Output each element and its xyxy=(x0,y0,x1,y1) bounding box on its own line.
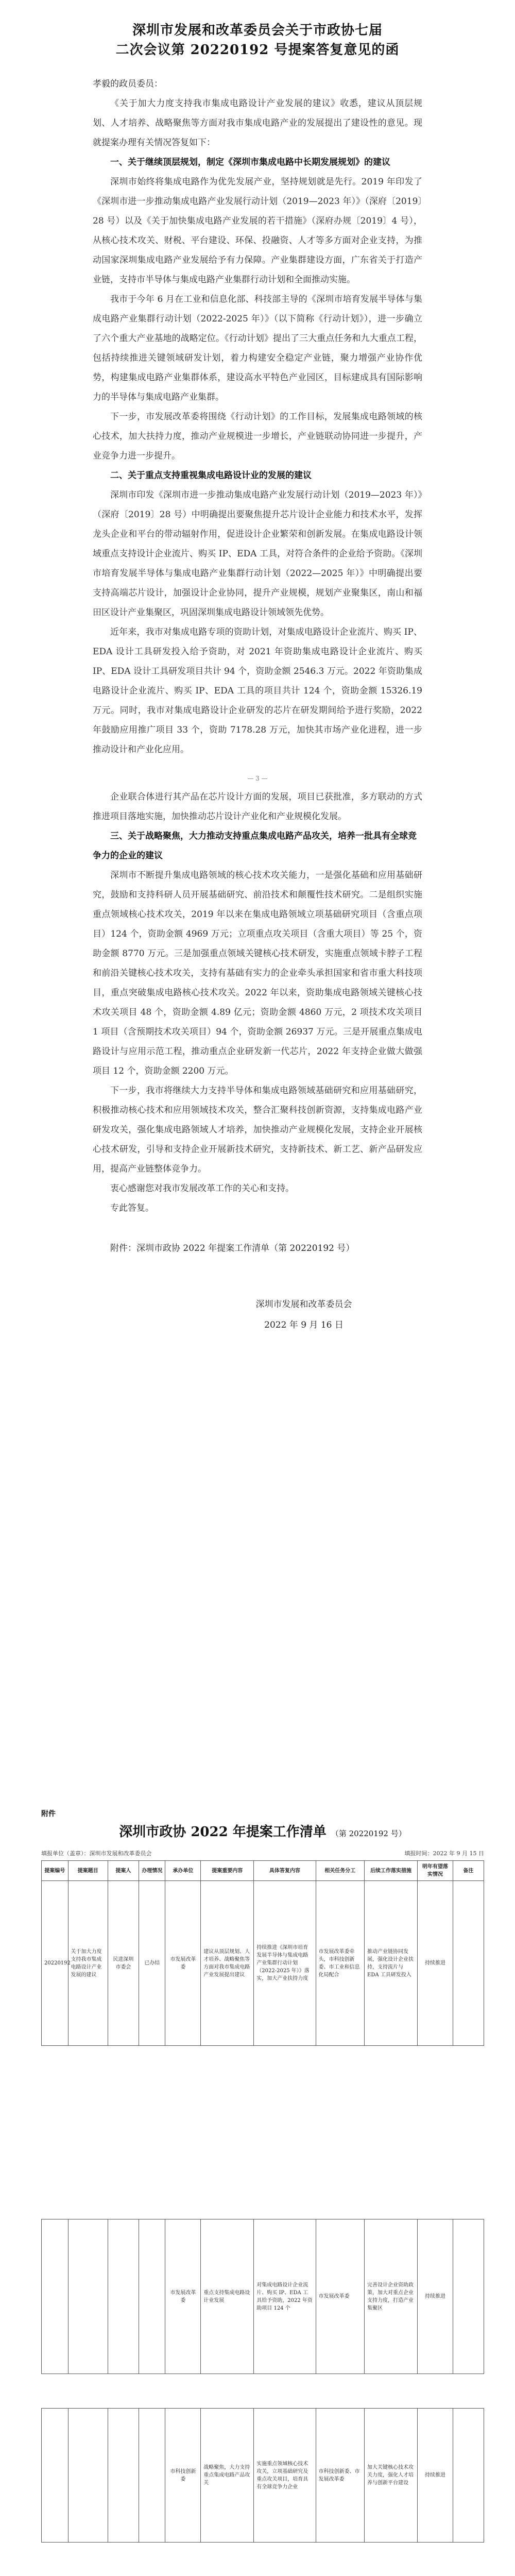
table-cell: 已办结 xyxy=(139,1881,165,2046)
table-cell xyxy=(453,2219,484,2374)
table-cell xyxy=(453,1881,484,2046)
attachment-label: 附件 xyxy=(41,1810,56,1818)
table-cell: 持续推进 xyxy=(418,1881,453,2046)
proposal-table-continued xyxy=(41,2219,484,2374)
table-row xyxy=(42,1881,484,2046)
attachment-title-sub: （第 20220192 号） xyxy=(331,1829,406,1838)
table-header-cell: 相关任务分工 xyxy=(316,1861,364,1881)
table-cell xyxy=(139,2409,165,2543)
signature-date: 2022 年 9 月 16 日 xyxy=(264,1320,344,1330)
table-header-cell: 承办单位 xyxy=(165,1861,201,1881)
section-1-paragraph-2: 我市于今年 6 月在工业和信息化部、科技部主导的《深圳市培育发展半导体与集成电路产业集群行动计划（2022-2025 年）》（以下简称《行动计划》），进一步确立了六个重大产业基地的战略定位。《行动计划》提出了三大重点任务和九大重点工程，包括持续推进关键领域研发计划，着力构建安全稳定产业链，聚力增强产业协作优势，构建集成电路产业集群体系，建设高水平特色产业园区，目标建成具有国际影响力的半导体与集成电路产业集群。 xyxy=(93,294,422,402)
table-cell: 20220192 xyxy=(42,1881,68,2046)
table-cell xyxy=(108,2409,139,2543)
table-cell xyxy=(139,2219,165,2374)
table-header-row xyxy=(42,1861,484,1881)
title-line-1: 深圳市发展和改革委员会关于市政协七届 xyxy=(132,23,383,38)
table-header-cell: 后续工作落实措施 xyxy=(365,1861,418,1881)
table-cell: 实施重点领域核心技术攻关，立项基础研究及重点攻关项目，培育具有全球竞争力企业 xyxy=(254,2409,316,2543)
table-cell: 市科技创新委、市发展改革委 xyxy=(316,2409,364,2543)
section-3-paragraph-1: 深圳市不断提升集成电路领域的核心技术攻关能力，一是强化基础和应用基础研究，鼓励和支持科研人员开展基础研究、前沿技术和颠覆性技术研究。二是组织实施重点领域核心技术攻关，2019 年以来在集成电路领域立项基础研究项目（含重点项目）124 个，资助金额 4969 万元；立项重点攻关项目（含重大项目）等 25 个，资助金额 8770 万元。三是加强重点领域关键核心技术研发，实施重点领域卡脖子工程和前沿关键核心技术攻关，支持有基础有实力的企业牵头承担国家和省市重大科技项目，重点突破集成电路核心技术攻关。2022 年以来，资助集成电路领域关键核心技术攻关项目 48 个，资助金额 4.89 亿元；资助金额 4860 万元，2 项技术攻关项目 1 项目（含预期技术攻关项目）94 个，资助金额 26937 万元。三是开展重点集成电路设计与应用示范工程，推动重点企业研发新一代芯片，2022 年支持企业做大做强项目 12 个，资助金额 2200 万元。 xyxy=(93,870,422,1076)
section-2-paragraph-2: 近年来，我市对集成电路专项的资助计划，对集成电路设计企业流片、购买 IP、EDA 设计工具研发投入给予资助，对 2021 年资助集成电路设计企业流片、购买 IP、EDA 设计工具研发项目共计 94 个，资助金额 2546.3 万元。2022 年资助集成电路设计企业流片、购买 IP、EDA 工具的项目共计 124 个，资助金额 15326.19 万元。同时，我市对集成电路设计企业研发的芯片在研发期间给予进行奖励，2022 年鼓励应用推广项目 33 个，资助 7178.28 万元，加快其市场产业化进程，进一步推动设计和产业化应用。 xyxy=(93,627,422,755)
table-cell: 战略聚焦，大力支持重点集成电路产品攻关 xyxy=(201,2409,254,2543)
section-3-paragraph-2: 下一步，我市将继续大力支持半导体和集成电路领域基础研究和应用基础研究，积极推动核心技术和应用领域技术攻关，整合汇聚科技创新资源，支持集成电路产业研发攻关，强化集成电路领域人才培养，加快推动产业规模化发展，支持企业开展核心技术研发，引导和支持企业开展新技术研究，支持新技术、新工艺、新产品研发应用，提高产业链整体竞争力。 xyxy=(93,1086,422,1174)
title-line-2: 二次会议第 20220192 号提案答复意见的函 xyxy=(115,42,400,58)
attachment-meta xyxy=(41,1849,484,1857)
table-header-cell: 提案重要内容 xyxy=(201,1861,254,1881)
reporting-date: 填报时间：2022 年 9 月 15 日 xyxy=(404,1850,484,1857)
table-cell: 持续推进《深圳市培育发展半导体与集成电路产业集群行动计划（2022-2025 年）》落实，加大产业扶持力度 xyxy=(254,1881,316,2046)
page-break xyxy=(41,2046,484,2216)
signature-org: 深圳市发展和改革委员会 xyxy=(255,1299,352,1310)
section-heading-1: 一、关于继续顶层规划，制定《深圳市集成电路中长期发展规划》的建议 xyxy=(110,157,390,167)
reporting-unit: 填报单位（盖章）：深圳市发展和改革委员会 xyxy=(41,1850,152,1857)
table-cell: 市发展改革委牵头，市科技创新委、市工业和信息化局配合 xyxy=(316,1881,364,2046)
page-break xyxy=(41,2374,484,2405)
table-cell: 市科技创新委 xyxy=(165,2409,201,2543)
table-cell: 民进深圳市委会 xyxy=(108,1881,139,2046)
section-1-paragraph-1: 深圳市始终将集成电路作为优先发展产业，坚持规划就是先行。2019 年印发了《深圳市进一步推动集成电路产业发展行动计划（2019—2023 年）》（深府〔2019〕28 号）以及《关于加快集成电路产业发展的若干措施》（深府办规〔2019〕4 号），从核心技术攻关、财税、平台建设、环保、投融资、人才等多方面对企业支持，为推动国家深圳集成电路产业发展给予有力保障。产业集群建设方面，广东省关于打造产业链，支持市半导体与集成电路产业集群行动计划和全面推动实施。 xyxy=(93,177,422,285)
proposal-table-continued-2 xyxy=(41,2408,484,2543)
salutation: 孝毅的政员委员： xyxy=(93,79,163,89)
intro-paragraph: 《关于加大力度支持我市集成电路设计产业发展的建议》收悉，建议从顶层规划、人才培养、战略聚焦等方面对我市集成电路产业的发展提出了建设性的意见。现就提案办理有关情况答复如下： xyxy=(93,98,422,148)
table-cell xyxy=(68,2409,108,2543)
table-cell: 对集成电路设计企业流片、购买 IP、EDA 工具给予资助，2022 年资助项目 124 个 xyxy=(254,2219,316,2374)
table-cell xyxy=(68,2219,108,2374)
table-header-cell: 提案编号 xyxy=(42,1861,68,1881)
proposal-table xyxy=(41,1860,484,2046)
table-header-cell: 提案题目 xyxy=(68,1861,108,1881)
table-cell: 推动产业链协同发展，强化设计企业扶持，支持流片与 EDA 工具研发投入 xyxy=(365,1881,418,2046)
attachment-title xyxy=(41,1822,484,1844)
section-2-paragraph-3: 企业联合体进行其产品在芯片设计方面的发展，项目已获批准，多方联动的方式推进项目落地实施，加快推动芯片设计产业化和产业规模化发展。 xyxy=(93,792,422,822)
section-2-paragraph-1: 深圳市印发《深圳市进一步推动集成电路产业发展行动计划（2019—2023 年）》（深府〔2019〕28 号）中明确提出要聚焦提升芯片设计企业能力和技术水平，发挥龙头企业和平台的带动辐射作用，促进设计企业繁荣和创新发展。在集成电路设计领域重点支持设计企业流片、购买 IP、EDA 工具，对符合条件的企业给予资助。《深圳市培育发展半导体与集成电路产业集群行动计划（2022—2025 年）》中明确提出要支持高端芯片设计，加强设计企业协同，提升产业规模，规划产业聚集区，南山和福田区设计产业集聚区，巩固深圳集成电路设计领域领先优势。 xyxy=(93,490,422,618)
table-cell: 重点支持集成电路设计业发展 xyxy=(201,2219,254,2374)
closing-thanks: 衷心感谢您对我市发展改革工作的关心和支持。 xyxy=(110,1183,294,1194)
table-row xyxy=(42,2219,484,2374)
signature-block xyxy=(185,1294,422,1335)
document-title xyxy=(93,21,422,60)
attachment-sheet xyxy=(41,1808,484,2543)
table-cell xyxy=(453,2409,484,2543)
letter-body xyxy=(93,21,422,1335)
table-cell: 建议从顶层规划、人才培养、战略聚焦等方面对我市集成电路产业发展提出建议 xyxy=(201,1881,254,2046)
section-1-paragraph-3: 下一步，市发展改革委将围绕《行动计划》的工作目标，发展集成电路领域的核心技术，加大扶持力度，推动产业规模进一步增长，产业链联动协同进一步提升，产业竞争力进一步提升。 xyxy=(93,412,422,461)
page-number: — 3 — xyxy=(247,775,268,782)
table-cell: 完善设计企业资助政策，加大对重点企业支持力度，打造产业集聚区 xyxy=(365,2219,418,2374)
table-cell: 持续推进 xyxy=(418,2219,453,2374)
section-heading-3: 三、关于战略聚焦，大力推动支持重点集成电路产品攻关，培养一批具有全球竞争力的企业的建议 xyxy=(93,831,417,861)
table-cell xyxy=(108,2219,139,2374)
table-cell: 加大关键核心技术攻关力度，强化人才培养与创新平台建设 xyxy=(365,2409,418,2543)
table-header-cell: 办理情况 xyxy=(139,1861,165,1881)
table-cell xyxy=(42,2219,68,2374)
table-header-cell: 备注 xyxy=(453,1861,484,1881)
table-cell: 持续推进 xyxy=(418,2409,453,2543)
attachment-note: 附件：深圳市政协 2022 年提案工作清单（第 20220192 号） xyxy=(110,1243,355,1253)
table-cell xyxy=(42,2409,68,2543)
table-header-cell: 明年有望落实情况 xyxy=(418,1861,453,1881)
table-header-cell: 具体答复内容 xyxy=(254,1861,316,1881)
attachment-page xyxy=(0,1777,515,2576)
section-heading-2: 二、关于重点支持重视集成电路设计业的发展的建议 xyxy=(110,470,312,481)
table-cell: 市发展改革委 xyxy=(165,2219,201,2374)
table-cell: 关于加大力度支持我市集成电路设计产业发展的建议 xyxy=(68,1881,108,2046)
table-header-cell: 提案人 xyxy=(108,1861,139,1881)
table-cell: 市发展改革委 xyxy=(316,2219,364,2374)
attachment-title-main: 深圳市政协 2022 年提案工作清单 xyxy=(119,1824,327,1840)
table-cell: 市发展改革委 xyxy=(165,1881,201,2046)
table-row xyxy=(42,2409,484,2543)
closing-reply: 专此答复。 xyxy=(110,1203,154,1213)
